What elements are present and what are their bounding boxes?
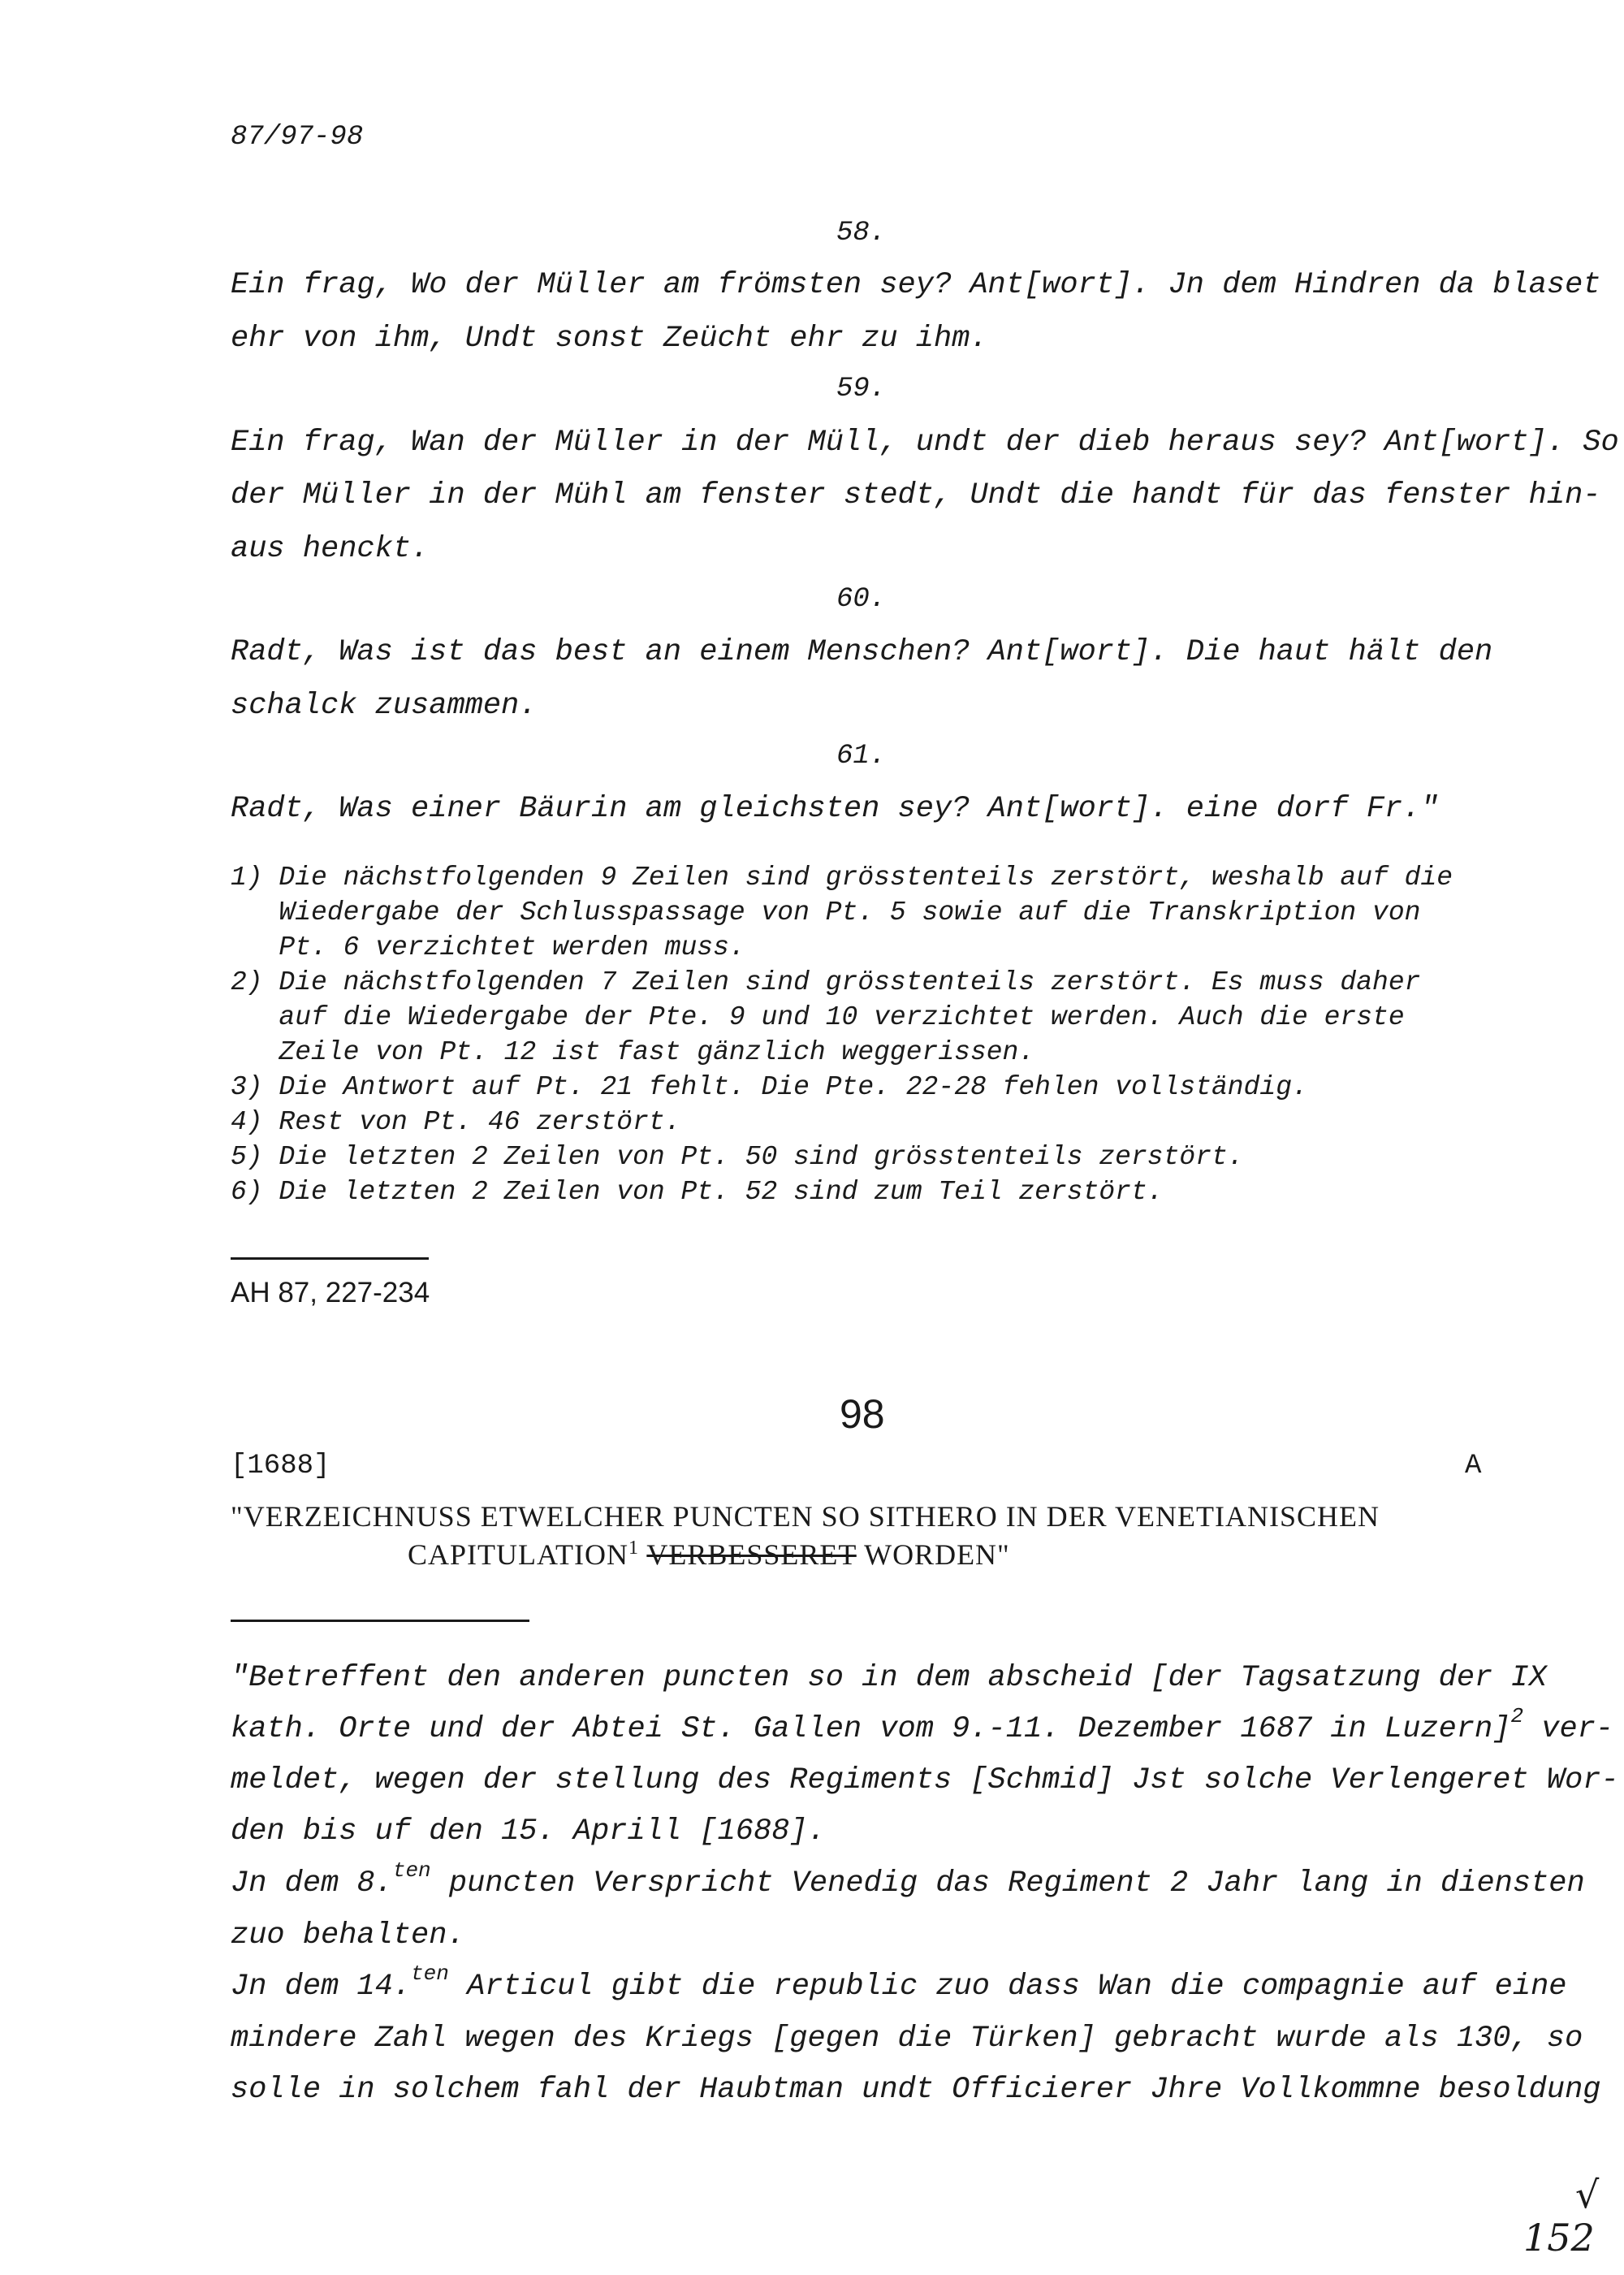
body-line	[231, 1858, 1585, 1901]
superscript: ten	[392, 1858, 431, 1883]
separator-rule	[231, 1620, 529, 1622]
document-date: [1688]	[231, 1451, 330, 1481]
point-text-line: ehr von ihm, Undt sonst Zeücht ehr zu ihm.	[231, 322, 988, 356]
separator-rule	[231, 1257, 429, 1260]
footnote-line: auf die Wiedergabe der Pte. 9 und 10 verzichtet werden. Auch die erste	[231, 1002, 1405, 1032]
footnote-line: 6) Die letzten 2 Zeilen von Pt. 52 sind zum Teil zerstört.	[231, 1177, 1164, 1207]
body-line	[231, 2073, 1600, 2107]
title-word: WORDEN"	[856, 1538, 1010, 1571]
superscript: 2	[1510, 1704, 1524, 1728]
body-line	[231, 1918, 465, 1953]
body-text: "Betreffent den anderen puncten so in dem abscheid [der Tagsatzung der IX	[231, 1661, 1547, 1695]
title-word: CAPITULATION	[408, 1538, 628, 1571]
footnote-marker: 1	[628, 1538, 639, 1559]
document-number: 98	[840, 1391, 885, 1437]
document-letter: A	[1465, 1451, 1482, 1481]
point-text-line: Ein frag, Wo der Müller am frömsten sey? Ant[wort]. Jn dem Hindren da blaset	[231, 268, 1601, 302]
body-line	[231, 1763, 1619, 1797]
document-title-line: "VERZEICHNUSS ETWELCHER PUNCTEN SO SITHERO IN DER VENETIANISCHEN	[231, 1500, 1380, 1533]
body-line	[231, 2022, 1583, 2056]
footnote-line: 3) Die Antwort auf Pt. 21 fehlt. Die Pte. 22-28 fehlen vollständig.	[231, 1072, 1308, 1102]
point-text-line: Radt, Was ist das best an einem Menschen? Ant[wort]. Die haut hält den	[231, 635, 1493, 669]
body-line	[231, 1661, 1547, 1695]
body-text: mindere Zahl wegen des Kriegs [gegen die Türken] gebracht wurde als 130, so	[231, 2022, 1583, 2056]
body-text: meldet, wegen der stellung des Regiments [Schmid] Jst solche Verlengeret Wor-	[231, 1763, 1619, 1797]
point-text-line: schalck zusammen.	[231, 689, 538, 723]
body-text: kath. Orte und der Abtei St. Gallen vom 9.-11. Dezember 1687 in Luzern]	[231, 1712, 1511, 1746]
footnote-line: Wiedergabe der Schlusspassage von Pt. 5 sowie auf die Transkription von	[231, 897, 1421, 928]
point-text-line: Radt, Was einer Bäurin am gleichsten sey? Ant[wort]. eine dorf Fr."	[231, 792, 1439, 826]
body-text: Articul gibt die republic zuo dass Wan die compagnie auf eine	[448, 1970, 1567, 2004]
point-text-line: Ein frag, Wan der Müller in der Müll, undt der dieb heraus sey? Ant[wort]. So	[231, 426, 1619, 460]
handwritten-folio-number: 152	[1523, 2216, 1595, 2260]
body-line	[231, 1961, 1567, 2004]
point-number: 60.	[836, 584, 887, 615]
body-text: Jn dem 14.	[231, 1970, 412, 2004]
body-text: Jn dem 8.	[231, 1866, 393, 1901]
body-text: zuo behalten.	[231, 1918, 465, 1953]
body-text: puncten Verspricht Venedig das Regiment 2 Jahr lang in diensten	[430, 1866, 1585, 1901]
point-text-line: der Müller in der Mühl am fenster stedt, Undt die handt für das fenster hin-	[231, 478, 1601, 513]
footnote-line: 2) Die nächstfolgenden 7 Zeilen sind grösstenteils zerstört. Es muss daher	[231, 967, 1421, 997]
source-reference: AH 87, 227-234	[231, 1277, 430, 1308]
point-number: 58.	[836, 218, 887, 249]
struck-word: VERBESSERET	[646, 1538, 857, 1571]
body-text: solle in solchem fahl der Haubtman undt Officierer Jhre Vollkommne besoldung	[231, 2073, 1601, 2107]
point-number: 61.	[836, 741, 887, 772]
point-text-line: aus henckt.	[231, 532, 430, 566]
footnote-line: 5) Die letzten 2 Zeilen von Pt. 50 sind grösstenteils zerstört.	[231, 1142, 1244, 1172]
superscript: ten	[411, 1961, 449, 1986]
body-line	[231, 1704, 1614, 1746]
footnote-line: Zeile von Pt. 12 ist fast gänzlich weggerissen.	[231, 1037, 1035, 1067]
header-reference: 87/97-98	[231, 122, 364, 153]
body-text: den bis uf den 15. Aprill [1688].	[231, 1814, 826, 1849]
document-title-line	[408, 1538, 1010, 1572]
footnote-line: 1) Die nächstfolgenden 9 Zeilen sind grösstenteils zerstört, weshalb auf die	[231, 863, 1453, 893]
handwritten-check-mark: √	[1575, 2173, 1600, 2217]
point-number: 59.	[836, 374, 887, 404]
footnote-line: Pt. 6 verzichtet werden muss.	[231, 932, 745, 962]
body-text: ver-	[1523, 1712, 1614, 1746]
body-line	[231, 1814, 826, 1849]
footnote-line: 4) Rest von Pt. 46 zerstört.	[231, 1107, 681, 1137]
